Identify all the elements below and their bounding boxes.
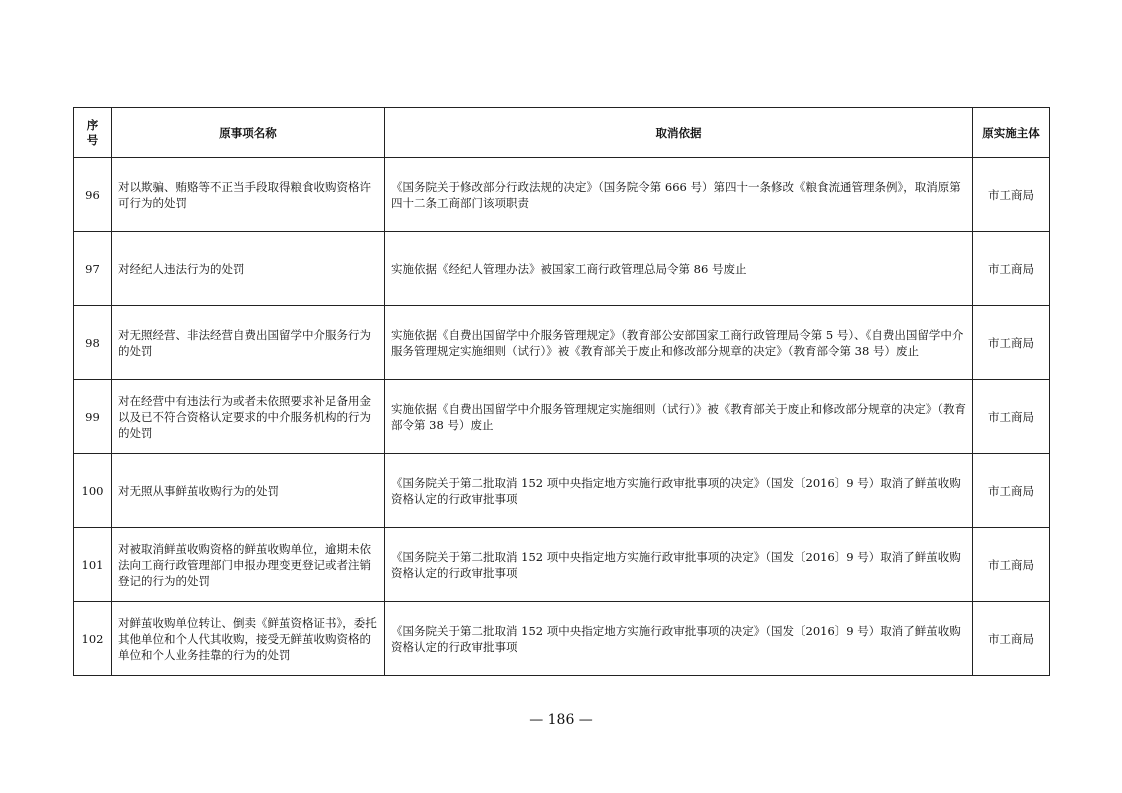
header-cancellation-basis: 取消依据 [385, 108, 973, 158]
row-serial-number: 99 [74, 380, 112, 454]
row-implementing-body: 市工商局 [973, 380, 1050, 454]
page-number: — 186 — [529, 712, 593, 728]
row-implementing-body: 市工商局 [973, 158, 1050, 232]
table-row [74, 380, 1050, 454]
row-cancellation-basis: 《国务院关于第二批取消 152 项中央指定地方实施行政审批事项的决定》（国发〔2016〕9 号）取消了鲜茧收购资格认定的行政审批事项 [385, 602, 973, 676]
header-serial-number-line2: 号 [86, 132, 99, 147]
row-implementing-body: 市工商局 [973, 528, 1050, 602]
row-cancellation-basis: 《国务院关于第二批取消 152 项中央指定地方实施行政审批事项的决定》（国发〔2016〕9 号）取消了鲜茧收购资格认定的行政审批事项 [385, 528, 973, 602]
table-row [74, 528, 1050, 602]
row-item-name: 对被取消鲜茧收购资格的鲜茧收购单位，逾期未依法向工商行政管理部门申报办理变更登记或者注销登记的行为的处罚 [112, 528, 385, 602]
row-implementing-body: 市工商局 [973, 306, 1050, 380]
row-serial-number: 100 [74, 454, 112, 528]
row-cancellation-basis: 《国务院关于修改部分行政法规的决定》（国务院令第 666 号）第四十一条修改《粮食流通管理条例》，取消原第四十二条工商部门该项职责 [385, 158, 973, 232]
row-item-name: 对以欺骗、贿赂等不正当手段取得粮食收购资格许可行为的处罚 [112, 158, 385, 232]
row-serial-number: 98 [74, 306, 112, 380]
row-cancellation-basis: 《国务院关于第二批取消 152 项中央指定地方实施行政审批事项的决定》（国发〔2016〕9 号）取消了鲜茧收购资格认定的行政审批事项 [385, 454, 973, 528]
row-cancellation-basis: 实施依据《自费出国留学中介服务管理规定实施细则（试行）》被《教育部关于废止和修改部分规章的决定》（教育部令第 38 号）废止 [385, 380, 973, 454]
header-item-name: 原事项名称 [112, 108, 385, 158]
row-item-name: 对经纪人违法行为的处罚 [112, 232, 385, 306]
row-serial-number: 102 [74, 602, 112, 676]
row-cancellation-basis: 实施依据《经纪人管理办法》被国家工商行政管理总局令第 86 号废止 [385, 232, 973, 306]
row-implementing-body: 市工商局 [973, 602, 1050, 676]
row-item-name: 对在经营中有违法行为或者未依照要求补足备用金以及已不符合资格认定要求的中介服务机构的行为的处罚 [112, 380, 385, 454]
cancellation-table [73, 107, 1050, 676]
row-serial-number: 96 [74, 158, 112, 232]
row-cancellation-basis: 实施依据《自费出国留学中介服务管理规定》（教育部公安部国家工商行政管理局令第 5 号）、《自费出国留学中介服务管理规定实施细则（试行）》被《教育部关于废止和修改部分规章的决定》（教育部令第 38 号）废止 [385, 306, 973, 380]
row-implementing-body: 市工商局 [973, 454, 1050, 528]
row-item-name: 对鲜茧收购单位转让、倒卖《鲜茧资格证书》，委托其他单位和个人代其收购，接受无鲜茧收购资格的单位和个人业务挂靠的行为的处罚 [112, 602, 385, 676]
table-row [74, 232, 1050, 306]
table-row [74, 158, 1050, 232]
row-item-name: 对无照经营、非法经营自费出国留学中介服务行为的处罚 [112, 306, 385, 380]
header-serial-number [74, 108, 112, 158]
row-serial-number: 97 [74, 232, 112, 306]
row-serial-number: 101 [74, 528, 112, 602]
table-row [74, 454, 1050, 528]
table-row [74, 306, 1050, 380]
table-header-row [74, 108, 1050, 158]
header-serial-number-line1: 序 [86, 117, 99, 132]
row-implementing-body: 市工商局 [973, 232, 1050, 306]
header-implementing-body: 原实施主体 [973, 108, 1050, 158]
row-item-name: 对无照从事鲜茧收购行为的处罚 [112, 454, 385, 528]
table-row [74, 602, 1050, 676]
